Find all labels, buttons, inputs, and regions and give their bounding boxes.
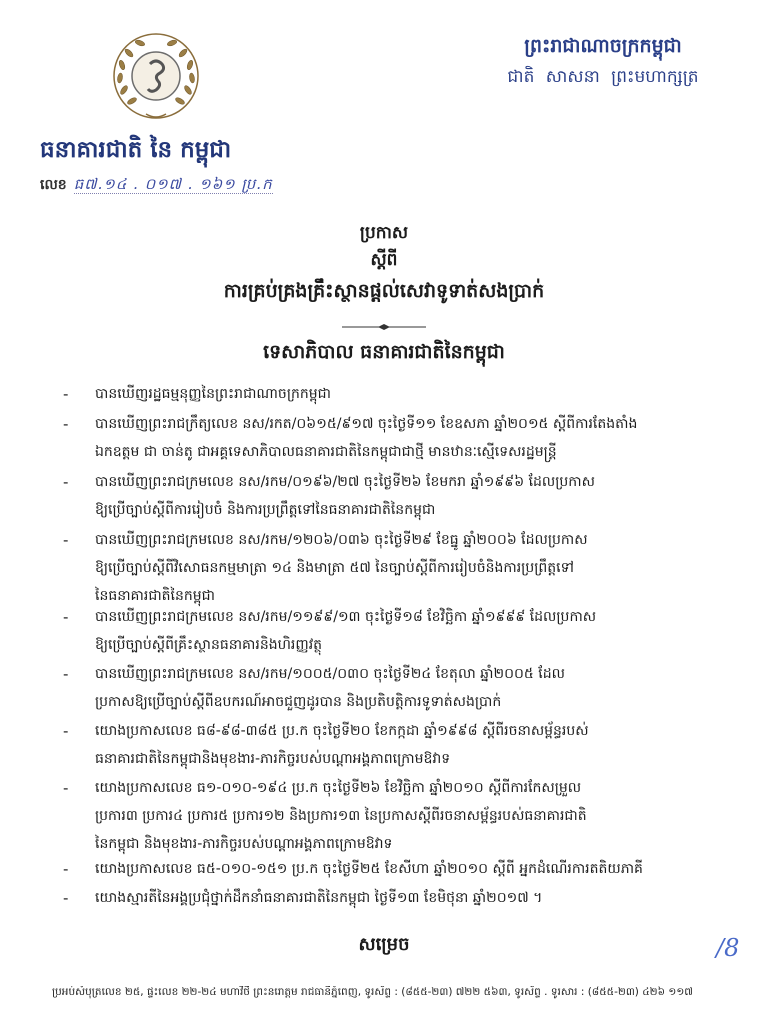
item-line: បានឃើញព្រះរាជក្រមលេខ នស/រកម/១១៩៩/១៣ ចុះថ្ងៃទី១៨ ខែវិច្ឆិកា ឆ្នាំ១៩៩៩ ដែលប្រកាស — [95, 609, 597, 625]
bullet-dash: - — [63, 385, 69, 403]
document-type: ប្រកាស — [359, 223, 409, 243]
decision-heading: សម្រេច — [358, 934, 410, 955]
preamble-item — [0, 528, 768, 604]
item-line: នៃកម្ពុជា និងមុខងារ-ភារកិច្ចរបស់បណ្តាអង្គភាពក្រោមឱវាទ — [95, 836, 393, 852]
preamble-item — [0, 605, 768, 653]
item-line: ឱ្យប្រើច្បាប់ស្តីពីការរៀបចំ និងការប្រព្រឹត្តទៅនៃធនាគារជាតិនៃកម្ពុជា — [95, 502, 436, 518]
item-line: បានឃើញព្រះរាជក្រមលេខ នស/រកម/១០០៥/០៣០ ចុះថ្ងៃទី២៤ ខែតុលា ឆ្នាំ២០០៥ ដែល — [95, 666, 565, 682]
ornament-divider — [334, 316, 434, 324]
bullet-dash: - — [63, 531, 69, 549]
bullet-dash: - — [63, 779, 69, 797]
preamble-item — [0, 382, 768, 403]
item-line: ប្រកាសឱ្យប្រើច្បាប់ស្តីពីឧបករណ៍អាចជួញដូរបាន និងប្រតិបត្តិការទូទាត់សងប្រាក់ — [95, 694, 502, 710]
preamble-item — [0, 470, 768, 518]
handwritten-page-mark: /8 — [716, 934, 740, 962]
item-line: ឯកឧត្តម ជា ចាន់តូ ជាអគ្គទេសាភិបាលធនាគារជាតិនៃកម្ពុជាជាថ្មី មានឋានៈស្មើទេសរដ្ឋមន្ត្រី — [95, 444, 557, 460]
national-bank-seal-icon — [110, 28, 202, 124]
reference-prefix: លេខ — [40, 177, 67, 193]
bullet-dash: - — [63, 722, 69, 740]
item-line: ប្រការ៣ ប្រការ៤ ប្រការ៥ ប្រការ១២ និងប្រការ១៣ នៃប្រកាសស្តីពីរចនាសម្ព័ន្ធរបស់ធនាគារជាតិ — [95, 808, 587, 824]
item-line: បានឃើញរដ្ឋធម្មនុញ្ញនៃព្រះរាជាណាចក្រកម្ពុជា — [95, 386, 331, 402]
bullet-dash: - — [63, 860, 69, 878]
bank-name: ធនាគារជាតិ នៃ កម្ពុជា — [40, 137, 232, 163]
preamble-item — [0, 886, 768, 907]
preamble-item — [0, 412, 768, 460]
item-line: ឱ្យប្រើច្បាប់ស្តីពីគ្រឹះស្ថានធនាគារនិងហិរញ្ញវត្ថុ — [95, 637, 323, 653]
preamble-item — [0, 662, 768, 710]
preamble-item — [0, 857, 768, 878]
kingdom-motto: ជាតិ សាសនា ព្រះមហាក្សត្រ — [507, 67, 699, 87]
kingdom-header — [478, 34, 728, 91]
preamble-item — [0, 719, 768, 767]
item-line: នៃធនាគារជាតិនៃកម្ពុជា — [95, 588, 215, 604]
item-line: យោងប្រកាសលេខ ធ១-០១០-១៩៤ ប្រ.ក ចុះថ្ងៃទី២៦ ខែវិច្ឆិកា ឆ្នាំ២០១០ ស្តីពីការកែសម្រួល — [95, 780, 582, 796]
reference-number: ធ៧.១៤ . ០១៧ . ១៦១ ប្រ.ក — [73, 175, 273, 193]
issuer-heading: ទេសាភិបាល ធនាគារជាតិនៃកម្ពុជា — [263, 341, 505, 363]
document-about: ស្តីពី — [370, 250, 398, 270]
document-title: ការគ្រប់គ្រងគ្រឹះស្ថានផ្តល់សេវាទូទាត់សងប្រាក់ — [223, 280, 545, 302]
item-line: បានឃើញព្រះរាជក្រឹត្យលេខ នស/រកត/០៦១៥/៩១៧ ចុះថ្ងៃទី១១ ខែឧសភា ឆ្នាំ២០១៥ ស្តីពីការតែងតាំង — [95, 416, 638, 432]
item-line: បានឃើញព្រះរាជក្រមលេខ នស/រកម/០១៩៦/២៧ ចុះថ្ងៃទី២៦ ខែមករា ឆ្នាំ១៩៩៦ ដែលប្រកាស — [95, 474, 595, 490]
bullet-dash: - — [63, 889, 69, 907]
bullet-dash: - — [63, 608, 69, 626]
preamble-item — [0, 776, 768, 852]
bullet-dash: - — [63, 473, 69, 491]
bullet-dash: - — [63, 415, 69, 433]
item-line: យោងប្រកាសលេខ ធ៥-០១០-១៥១ ប្រ.ក ចុះថ្ងៃទី២៥ ខែសីហា ឆ្នាំ២០១០ ស្តីពី អ្នកដំណើរការតតិយភាគី — [95, 861, 643, 877]
item-line: យោងស្មារតីនៃអង្គប្រជុំថ្នាក់ដឹកនាំធនាគារជាតិនៃកម្ពុជា ថ្ងៃទី១៣ ខែមិថុនា ឆ្នាំ២០១៧ ។ — [95, 890, 543, 906]
footer-address: ប្រអប់សំបុត្រលេខ ២៥, ផ្ទះលេខ ២២-២៤ មហាវិថី ព្រះនរោត្តម រាជធានីភ្នំពេញ, ទូរស័ព្ទ : (៨៥៥-២៣) ៧២២ ៥៦៣, ទូរស័ព្ទ . ទូរសារ : (៨៥៥-២៣) ៤២៦ ១១៧ — [52, 986, 693, 998]
item-line: ធនាគារជាតិនៃកម្ពុជានិងមុខងារ-ភារកិច្ចរបស់បណ្តាអង្គភាពក្រោមឱវាទ — [95, 751, 451, 767]
item-line: ឱ្យប្រើច្បាប់ស្តីពីវិសោធនកម្មមាត្រា ១៤ និងមាត្រា ៥៧ នៃច្បាប់ស្តីពីការរៀបចំនិងការប្រព្រឹត្តទៅ — [95, 560, 574, 576]
item-line: យោងប្រកាសលេខ ធ៨-៩៨-៣៨៥ ប្រ.ក ចុះថ្ងៃទី២០ ខែកក្កដា ឆ្នាំ១៩៩៨ ស្តីពីរចនាសម្ព័ន្ធរបស់ — [95, 723, 589, 739]
kingdom-title: ព្រះរាជាណាចក្រកម្ពុជា — [524, 35, 682, 57]
bullet-dash: - — [63, 665, 69, 683]
item-line: បានឃើញព្រះរាជក្រមលេខ នស/រកម/១២០៦/០៣៦ ចុះថ្ងៃទី២៩ ខែធ្នូ ឆ្នាំ២០០៦ ដែលប្រកាស — [95, 532, 588, 548]
reference-line — [40, 174, 340, 197]
